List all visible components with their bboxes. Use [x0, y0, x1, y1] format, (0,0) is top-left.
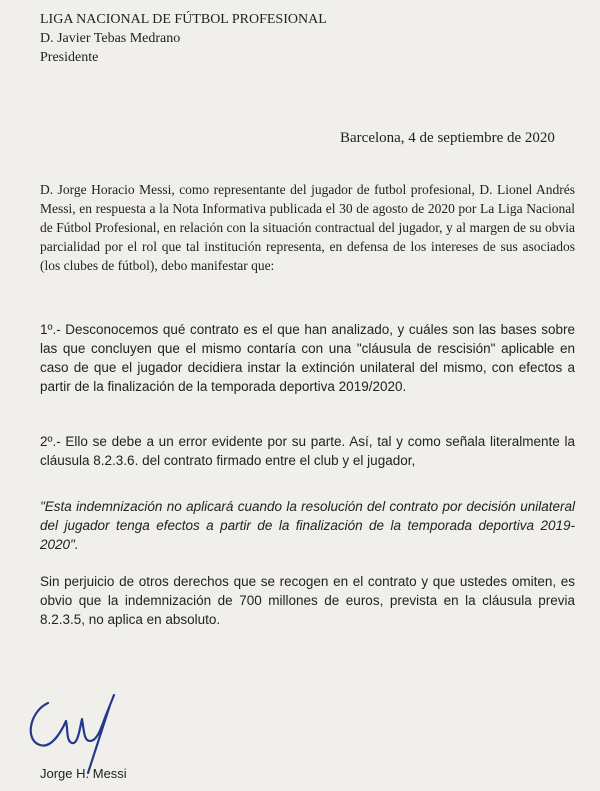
point-2-paragraph: 2º.- Ello se debe a un error evidente por su parte. Así, tal y como señala literalmente la cláusula 8.2.3.6. del contrato firmado entre el club y el jugador,: [40, 434, 575, 468]
handwritten-signature: [10, 685, 140, 775]
quoted-clause: "Esta indemnización no aplicará cuando la resolución del contrato por decisión unilateral del jugador tenga efectos a partir de la finalización de la temporada deportiva 2019-2020".: [40, 499, 575, 552]
recipient-title: Presidente: [40, 50, 99, 65]
recipient-block: [40, 10, 327, 67]
closing-paragraph: Sin perjuicio de otros derechos que se recogen en el contrato y que ustedes omiten, es obvio que la indemnización de 700 millones de euros, prevista en la cláusula previa 8.2.3.5, no aplica en absoluto.: [40, 574, 575, 627]
recipient-name: D. Javier Tebas Medrano: [40, 31, 181, 46]
recipient-org: LIGA NACIONAL DE FÚTBOL PROFESIONAL: [40, 12, 327, 27]
intro-paragraph: D. Jorge Horacio Messi, como representante del jugador de futbol profesional, D. Lionel Andrés Messi, en respuesta a la Nota Informativa publicada el 30 de agosto de 2020 por La Liga Nacional de Fútbol Profesional, en relación con la situación contractual del jugador, y al margen de su obvia parcialidad por el rol que tal institución representa, en defensa de los intereses de sus asociados (los clubes de fútbol), debo manifestar que:: [40, 182, 575, 273]
letter-date: Barcelona, 4 de septiembre de 2020: [340, 130, 555, 146]
point-1-paragraph: 1º.- Desconocemos qué contrato es el que han analizado, y cuáles son las bases sobre las que concluyen que el mismo contaría con una "cláusula de rescisión" aplicable en caso de que el jugador decidiera instar la extinción unilateral del mismo, con efectos a partir de la finalización de la temporada deportiva 2019/2020.: [40, 322, 575, 394]
signature-name: Jorge H. Messi: [40, 766, 127, 781]
